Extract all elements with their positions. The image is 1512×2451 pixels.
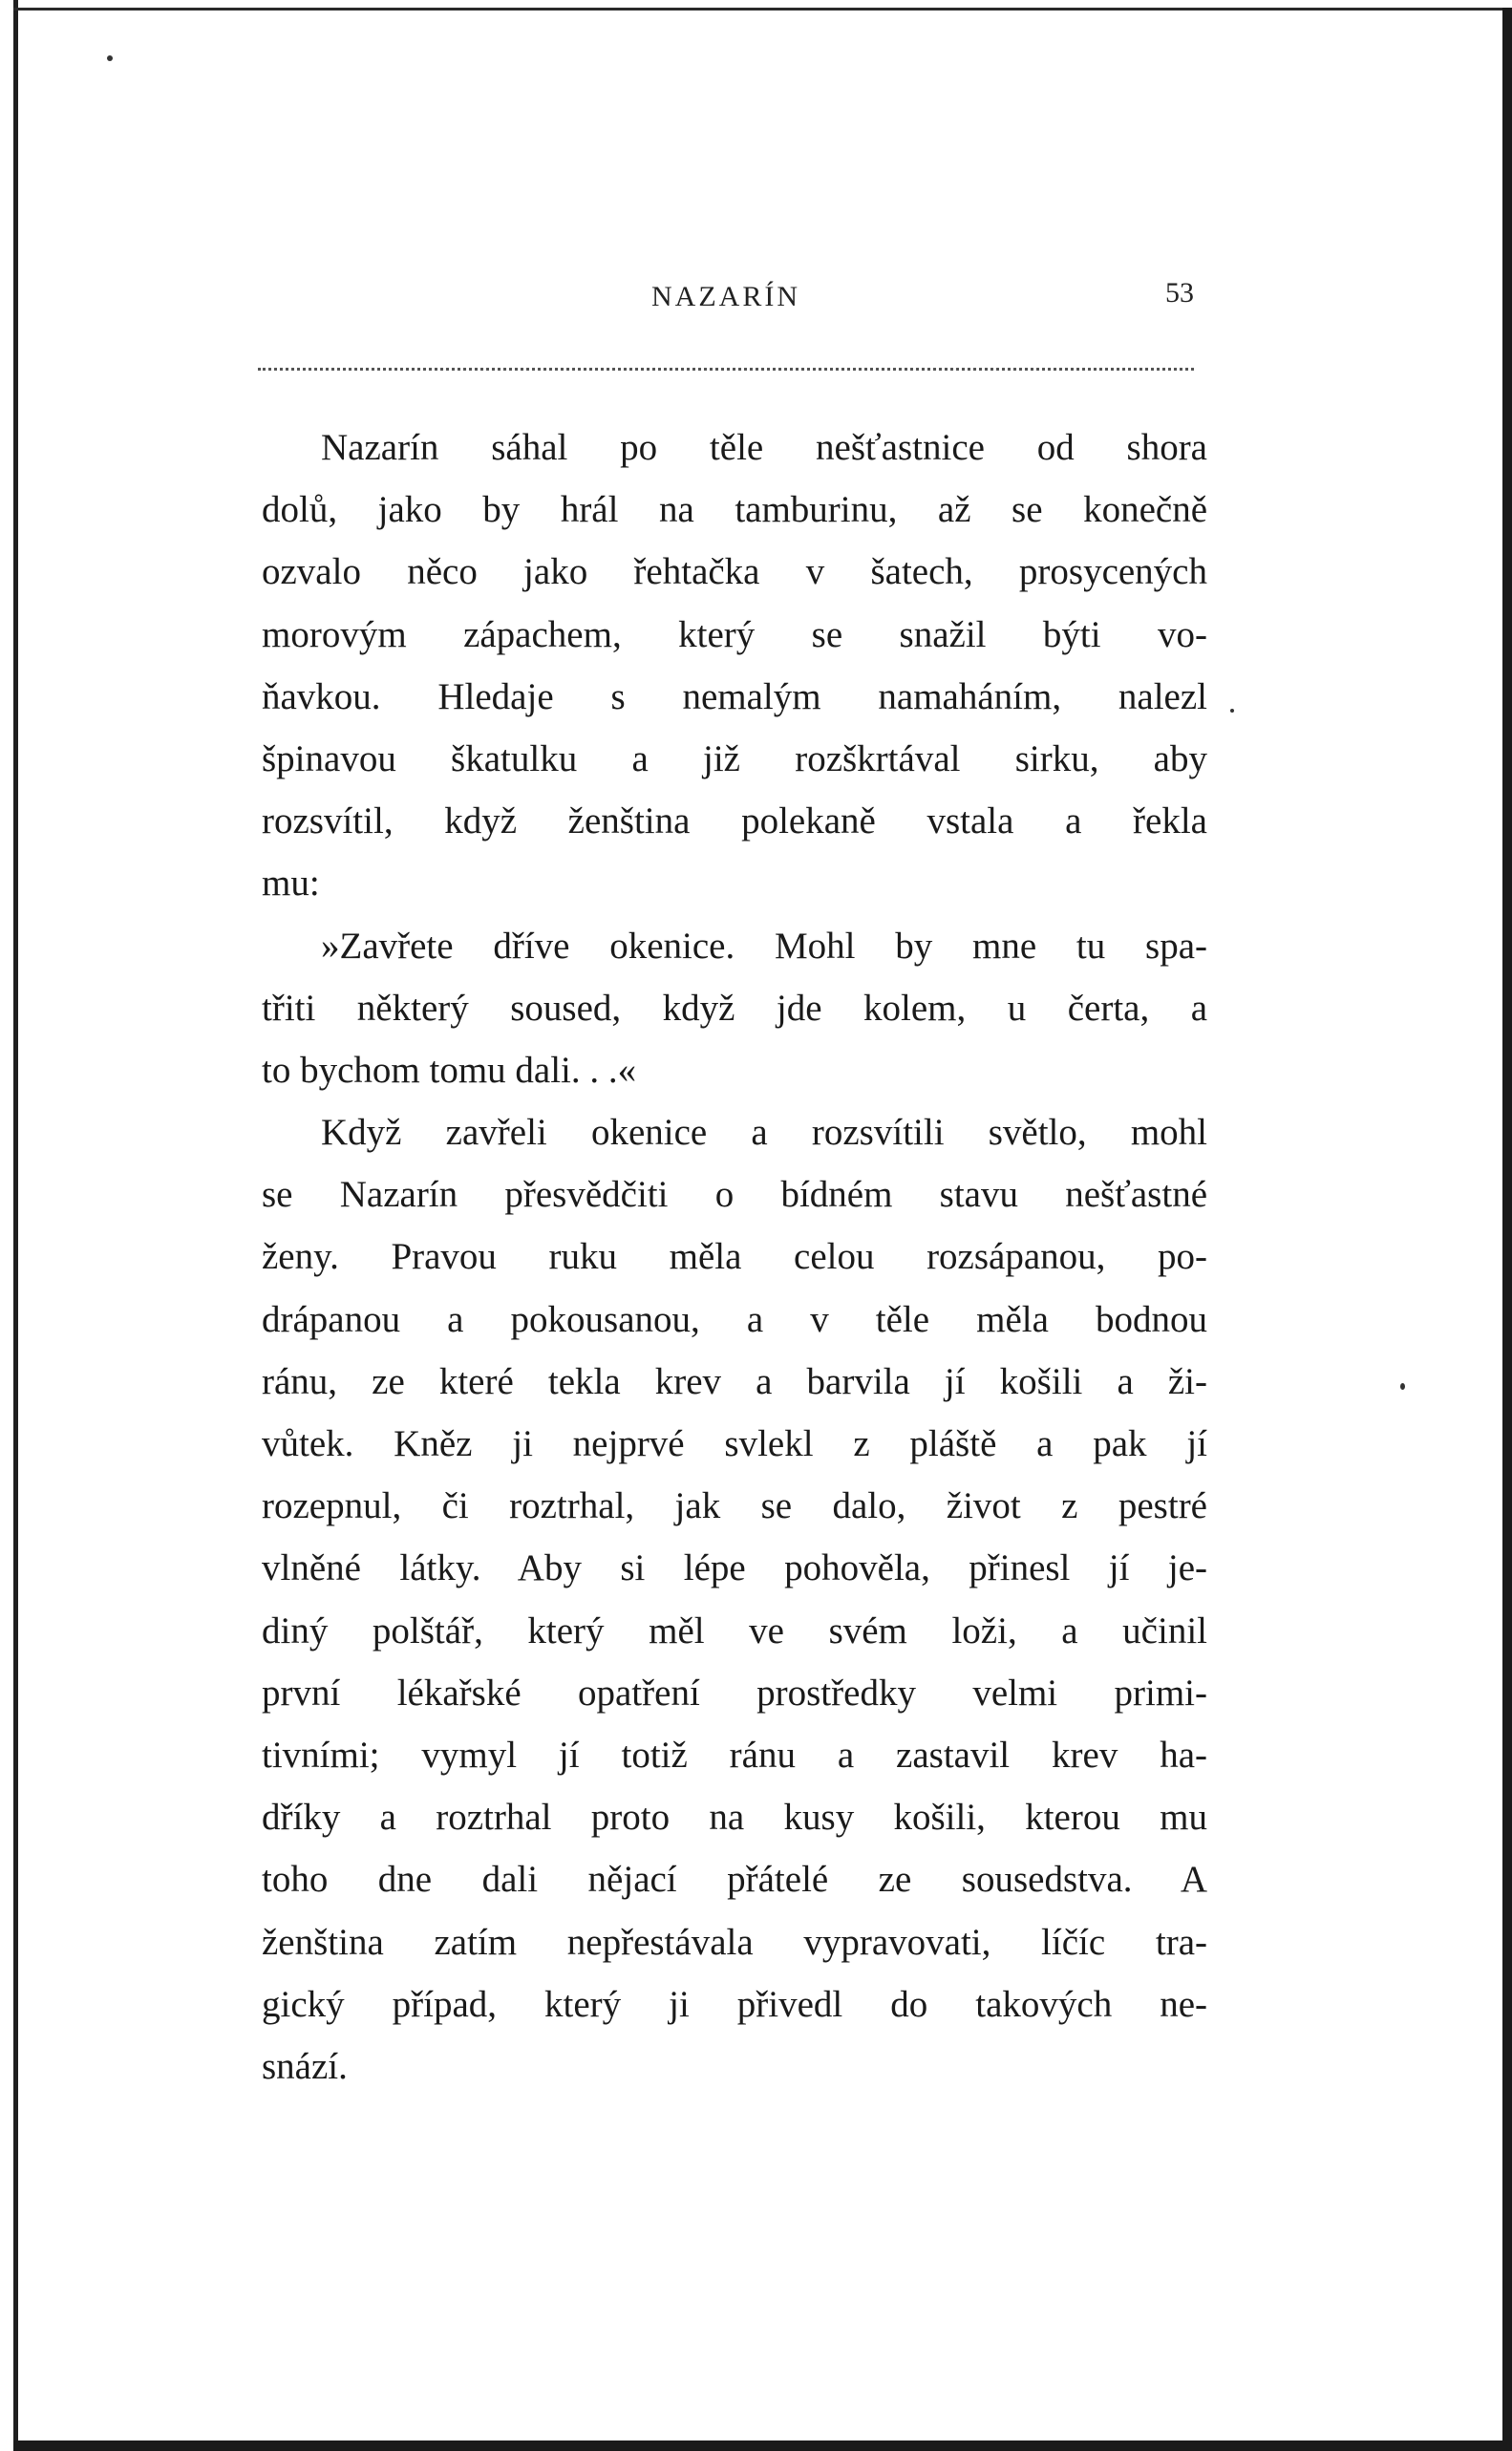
text-line: tivními; vymyl jí totiž ránu a zastavil krev ha- [262,1734,1207,1776]
text-line: se Nazarín přesvědčiti o bídném stavu nešťastné [262,1174,1207,1216]
text-line: Když zavřeli okenice a rozsvítili světlo, mohl [321,1112,1207,1154]
scan-top-edge [13,8,1512,11]
text-line: dříky a roztrhal proto na kusy košili, kterou mu [262,1797,1207,1839]
running-head [258,277,1194,329]
text-line: ňavkou. Hledaje s nemalým namaháním, nalezl [262,675,1207,717]
text-line: třiti některý soused, když jde kolem, u čerta, a [262,987,1207,1029]
running-title: NAZARÍN [651,281,800,312]
text-line: vlněné látky. Aby si lépe pohověla, přinesl jí je- [262,1547,1207,1589]
page-number: 53 [1165,277,1194,309]
text-line: Nazarín sáhal po těle nešťastnice od shora [321,427,1207,468]
text-line: rozsvítil, když ženština polekaně vstala a řekla [262,800,1207,842]
text-line: rozepnul, či roztrhal, jak se dalo, život z pestré [262,1485,1207,1527]
text-line: gický případ, který ji přivedl do takových ne- [262,1983,1207,2025]
text-line: špinavou škatulku a již rozškrtával sirku, aby [262,737,1207,779]
text-line: snází. [262,2045,348,2087]
text-line: ozvalo něco jako řehtačka v šatech, prosycených [262,551,1207,593]
scan-left-edge [13,0,18,2451]
body-text [262,416,1207,2098]
text-line: toho dne dali nějací přátelé ze sousedstva. A [262,1859,1207,1901]
header-dotted-rule [258,368,1194,371]
scan-speck [107,55,113,61]
text-line: dolů, jako by hrál na tamburinu, až se konečně [262,489,1207,531]
text-line: to bychom tomu dali. . .« [262,1049,637,1091]
text-line: ženština zatím nepřestávala vypravovati, líčíc tra- [262,1921,1207,1963]
text-line: drápanou a pokousanou, a v těle měla bodnou [262,1298,1207,1340]
text-line: morovým zápachem, který se snažil býti vo- [262,613,1207,655]
scan-speck [1230,709,1234,713]
scan-bottom-edge [13,2440,1512,2451]
scan-speck [1400,1383,1405,1390]
text-line: diný polštář, který měl ve svém loži, a učinil [262,1609,1207,1652]
text-line: mu: [262,863,320,905]
text-line: první lékařské opatření prostředky velmi primi- [262,1672,1207,1714]
text-line: vůtek. Kněz ji nejprvé svlekl z pláště a pak jí [262,1423,1207,1464]
text-line: »Zavřete dříve okenice. Mohl by mne tu spa- [321,925,1207,967]
text-line: ženy. Pravou ruku měla celou rozsápanou, po- [262,1236,1207,1278]
text-line: ránu, ze které tekla krev a barvila jí košili a ži- [262,1360,1207,1402]
scan-right-edge [1502,8,1512,2451]
